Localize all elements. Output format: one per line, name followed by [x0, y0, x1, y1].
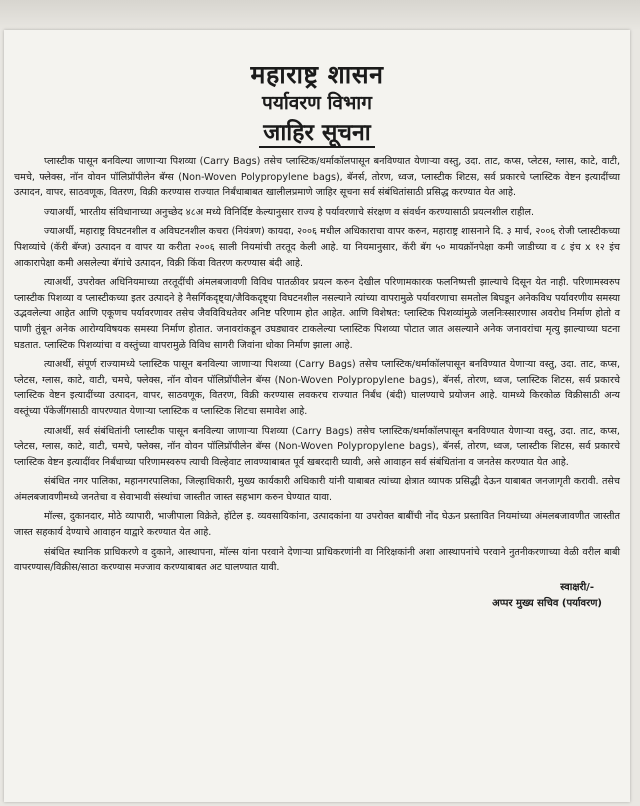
paragraph: त्याअर्थी, उपरोक्त अधिनियमाच्या तरतूदींची अंमलबजावणी विविध पातळीवर प्रयत्न करुन देखील परिणामकारक फलनिष्पत्ती झाल्याचे दिसून येत नाही. परिणामस्वरुप प्लास्टीक पिशव्या व प्लास्टीकच्या इतर उत्पादने हे नैसर्गिकदृष्ट्या/जैविकदृष्ट्या विघटनशील नसल्याने त्यांच्या वापरामुळे पर्यावरणाचा समतोल बिघडून अनेकविध पर्यावरणीय समस्या उद्भवलेल्या आहेत आणि एकूणच पर्यावरणावर तसेच जैवविविधतेवर अनिष्ट परिणाम होत आहेत. आणि विशेषत: प्लास्टिक पिशव्यांमुळे जलनिःस्सारणास अवरोध निर्माण होतो व पाणी तुंबून अनेक आरोग्यविषयक समस्या निर्माण होतात. जनावरांकडून उघड्यावर टाकलेल्या प्लास्टिक पिशव्या पोटात जात असल्याने अनेक जनावरांचा मृत्यु झाल्याच्या घटना घडतात. प्लास्टिक पिशव्यांचा व वस्तुंच्या वापरामुळे विविध सागरी जिवांना धोका निर्माण झाला आहे. [14, 277, 620, 351]
paragraph: ज्याअर्थी, भारतीय संविधानाच्या अनुच्छेद ४८अ मध्ये विनिर्दिष्ट केल्यानुसार राज्य हे पर्यावरणाचे संरक्षण व संवर्धन करण्यासाठी प्रयत्नशील राहील. [44, 206, 535, 218]
paragraph: संबंधित नगर पालिका, महानगरपालिका, जिल्हाधिकारी, मुख्य कार्यकारी अधिकारी यांनी याबाबत त्यांच्या क्षेत्रात व्यापक प्रसिद्धी देऊन याबाबत जनजागृती करावी. तसेच अंमलबजावणीमध्ये जनतेचा व सेवाभावी संस्थांचा जास्तीत जास्त सहभाग करुन घेण्यात यावा. [14, 476, 620, 503]
paragraph: त्याअर्थी, संपूर्ण राज्यामध्ये प्लास्टिक पासून बनविल्या जाणाऱ्या पिशव्या (Carry Bags) तसेच प्लास्टिक/थर्माकॉलपासून बनविण्यात येणाऱ्या वस्तु, उदा. ताट, कप्स, प्लेटस, ग्लास, काटे, वाटी, चमचे, फ्लेक्स, नॉन वोवन पॉलिप्रॉपीलेन बॅग्स (Non-Woven Polypropylene bags), बॅनर्स, तोरण, ध्वज, प्लास्टिक शिटस, सर्व प्रकारचे प्लास्टिक वेष्टन इत्यादींच्या उत्पादन, वापर, साठवणूक, वितरण, विक्री करण्यास लवकरच राज्यात निर्बंध (बंदी) घालण्याचे प्रयोजन आहे. यामध्ये किरकोळ विक्रीसाठी अन्य वस्तूंच्या पॅकेजींगसाठी वापरण्यात येणाऱ्या प्लास्टिक व प्लास्टिक शिटचा समावेश आहे. [14, 359, 620, 417]
paragraph: त्याअर्थी, सर्व संबंधितांनी प्लास्टीक पासून बनविल्या जाणाऱ्या पिशव्या (Carry Bags) तसेच प्लास्टिक/थर्माकॉलपासून बनविण्यात येणाऱ्या वस्तु, उदा. ताट, कप्स, प्लेटस, ग्लास, काटे, वाटी, चमचे, फ्लेक्स, नॉन वोवन पॉलिप्रॉपीलेन बॅग्स (Non-Woven Polypropylene bags), बॅनर्स, तोरण, ध्वज, प्लास्टीक शिटस, सर्व प्रकारचे प्लास्टिक वेष्टन इत्यादींवर निर्बंधाच्या परिणामस्वरुप त्याची विल्हेवाट लावण्याबाबत पूर्व खबरदारी घ्यावी, असे आवाहन सर्व संबंधितांना व जनतेस करण्यात येत आहे. [14, 425, 620, 468]
background-strip [0, 0, 640, 30]
signatory-designation: अप्पर मुख्य सचिव (पर्यावरण) [492, 597, 602, 609]
paragraph: मॉल्स, दुकानदार, मोठे व्यापारी, भाजीपाला विक्रेते, हॉटेल इ. व्यवसायिकांना, उत्पादकांना या उपरोक्त बाबींची नोंद घेऊन प्रस्तावित नियमांच्या अंमलबजावणीत जास्तीत जास्त सहकार्य देण्याचे आवाहन याद्वारे करण्यात येत आहे. [14, 511, 620, 539]
notice-document [4, 30, 630, 802]
paragraph: संबंधित स्थानिक प्राधिकरणे व दुकाने, आस्थापना, मॉल्स यांना परवाने देणाऱ्या प्राधिकरणांनी वा निरिक्षकांनी अशा आस्थापनांचे परवाने नुतनीकरणाच्या वेळी वरील बाबी वापरण्यास/विक्रीस/साठा करण्यास मज्जाव करण्याबाबत अट घालण्यात यावी. [14, 546, 620, 574]
notice-body [4, 148, 630, 612]
paragraph: प्लास्टीक पासून बनविल्या जाणाऱ्या पिशव्या (Carry Bags) तसेच प्लास्टिक/थर्माकॉलपासून बनविण्यात येणाऱ्या वस्तु, उदा. ताट, कप्स, प्लेटस, ग्लास, काटे, वाटी, चमचे, फ्लेक्स, नॉन वोवन पॉलिप्रॉपीलेन बॅग्स (Non-Woven Polypropylene bags), बॅनर्स, तोरण, ध्वज, प्लास्टीक शिटस, सर्व प्रकारचे प्लास्टिक वेष्टन इत्यादींच्या उत्पादन, वापर, साठवणूक, वितरण, विक्री करण्यास राज्यात निर्बंधाबाबत खालीलप्रमाणे जाहिर सूचना सर्व संबंधितांसाठी प्रसिद्ध करण्यात येत आहे. [14, 156, 620, 199]
department-title: पर्यावरण विभाग [262, 92, 372, 114]
notice-heading [4, 118, 630, 148]
notice-heading-text: जाहिर सूचना [259, 120, 374, 148]
signature-label: स्वाक्षरी/- [560, 581, 594, 593]
page-title: महाराष्ट्र शासन [250, 60, 384, 89]
paragraph: ज्याअर्थी, महाराष्ट्र विघटनशील व अविघटनशील कचरा (नियंत्रण) कायदा, २००६ मधील अधिकाराचा वापर करुन, महाराष्ट्र शासनाने दि. ३ मार्च, २००६ रोजी प्लास्टीकच्या पिशव्यांचे (कॅरी बॅग्ज) उत्पादन व वापर या करीता २००६ साली नियमांची तरतूद केली आहे. या नियमानुसार, कॅरी बॅग ५० मायक्रॉनपेक्षा कमी जाडीच्या व ८ इंच x १२ इंच आकारापेक्षा कमी असलेल्या बॅगांचे उत्पादन, विक्री किंवा वितरण करण्यास बंदी आहे. [14, 226, 620, 269]
